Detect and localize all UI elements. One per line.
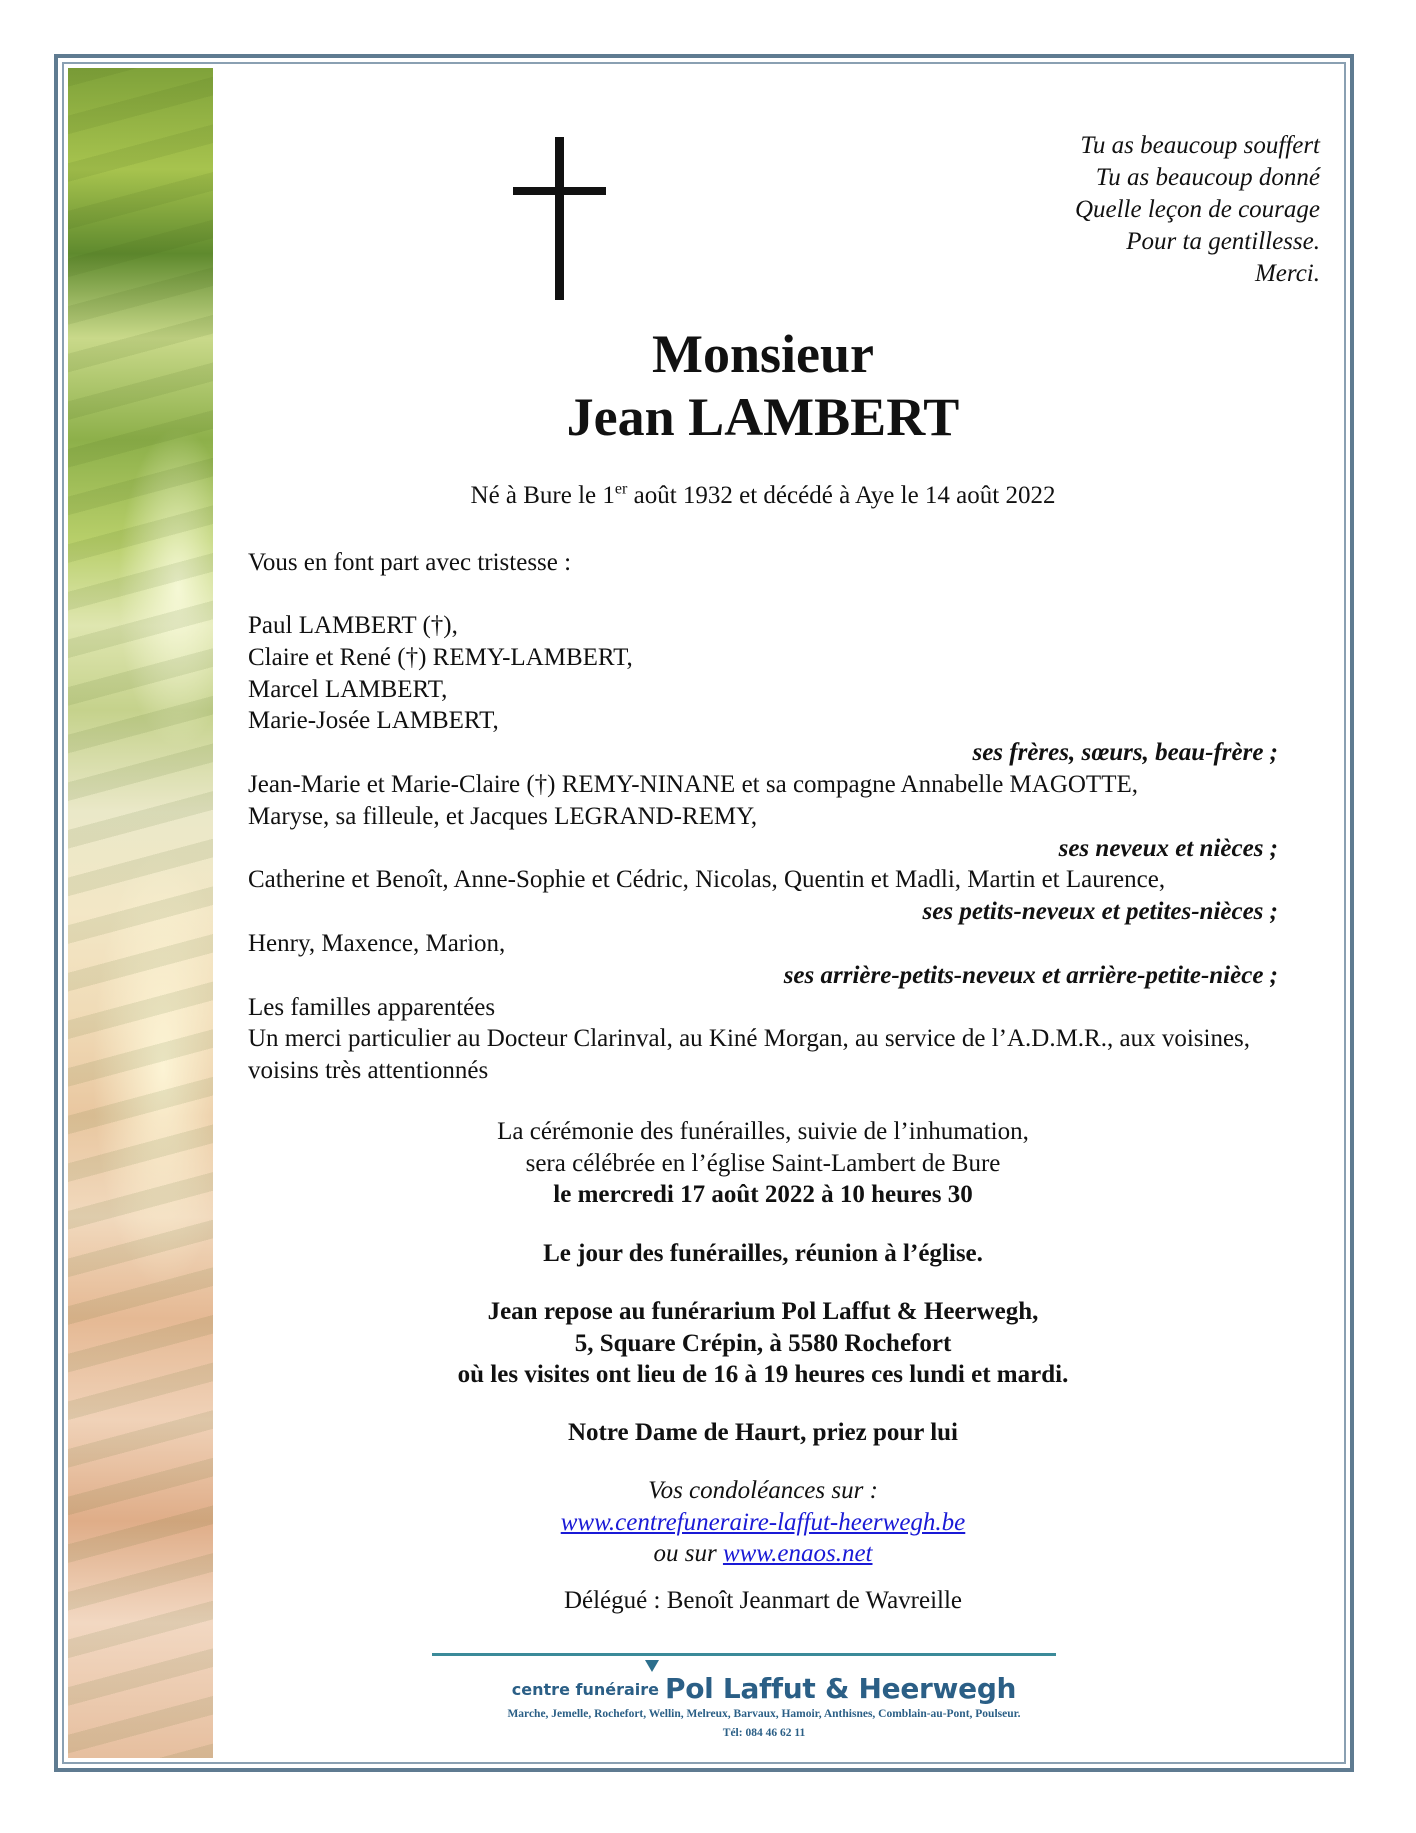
deceased-name (248, 323, 1278, 449)
meeting: Le jour des funérailles, réunion à l’église. (543, 1240, 983, 1267)
title-line2: Jean LAMBERT (566, 387, 960, 447)
dates-sup: er (614, 480, 628, 498)
list-item: Maryse, sa filleule, et Jacques LEGRAND-REMY, (248, 802, 758, 830)
poem-line: Pour ta gentillesse. (1126, 228, 1320, 255)
rest-line1: Jean repose au funérarium Pol Laffut & Heerwegh, (487, 1298, 1039, 1325)
list-item: Paul LAMBERT (†), (248, 612, 458, 639)
logo-tel: Tél: 084 46 62 11 (722, 1727, 806, 1739)
list-item: Marie-Josée LAMBERT, (248, 707, 499, 735)
list-item: Henry, Maxence, Marion, (248, 929, 506, 957)
poem-line: Quelle leçon de courage (1074, 196, 1320, 223)
logo-small: centre funéraire (511, 1680, 659, 1699)
relatives: Les familles apparentées (248, 993, 496, 1021)
intro-text: Vous en font part avec tristesse : (248, 549, 572, 576)
ceremony (248, 1116, 1278, 1211)
ceremony-datetime: le mercredi 17 août 2022 à 10 heures 30 (553, 1181, 973, 1208)
delegate: Délégué : Benoît Jeanmart de Wavreille (563, 1587, 963, 1614)
condolences-label: Vos condoléances sur : (648, 1477, 878, 1504)
ceremony-line2: sera célébrée en l’église Saint-Lambert de Bure (525, 1149, 1001, 1177)
poem-line: Tu as beaucoup donné (1095, 164, 1320, 191)
dates-before: Né à Bure le 1 (470, 482, 615, 509)
poem-line: Merci. (1254, 260, 1320, 287)
condolences-link-1[interactable]: www.centrefuneraire-laffut-heerwegh.be (560, 1508, 966, 1536)
dates-after: août 1932 et décédé à Aye le 14 août 2022 (627, 482, 1056, 509)
logo-rule (432, 1653, 1056, 1656)
rest-line2: 5, Square Crépin, à 5580 Rochefort (574, 1329, 952, 1357)
poem (900, 130, 1320, 290)
condolences-or: ou sur (653, 1540, 723, 1567)
rest-line3: où les visites ont lieu de 16 à 19 heures ces lundi et mardi. (457, 1361, 1069, 1388)
list-item: Claire et René (†) REMY-LAMBERT, (248, 643, 633, 671)
family-list (248, 610, 1278, 1087)
intro (248, 547, 1278, 579)
condolences (248, 1475, 1278, 1570)
condolences-link-2[interactable]: www.enaos.net (722, 1540, 873, 1567)
funeral-home-logo (300, 1672, 1228, 1705)
title-line1: Monsieur (652, 324, 874, 384)
forest-path-photo (68, 68, 213, 1758)
triangle-icon (645, 1660, 659, 1672)
logo-name: Pol Laffut & Heerwegh (665, 1672, 1017, 1705)
list-item: Jean-Marie et Marie-Claire (†) REMY-NINANE et sa compagne Annabelle MAGOTTE, (248, 770, 1138, 798)
ceremony-line1: La cérémonie des funérailles, suivie de l’inhumation, (497, 1118, 1029, 1145)
list-item: Catherine et Benoît, Anne-Sophie et Cédric, Nicolas, Quentin et Madli, Martin et Laurence, (248, 866, 1166, 894)
rest-place (248, 1296, 1278, 1391)
cross-icon (513, 137, 606, 300)
poem-line: Tu as beaucoup souffert (1080, 132, 1320, 159)
list-item: Marcel LAMBERT, (248, 675, 448, 703)
relation-label: ses frères, sœurs, beau-frère ; (972, 739, 1278, 767)
relation-label: ses neveux et nièces ; (1058, 834, 1278, 862)
relation-label: ses petits-neveux et petites-nièces ; (922, 898, 1278, 926)
prayer: Notre Dame de Haurt, priez pour lui (567, 1419, 958, 1446)
birth-death-dates (248, 480, 1278, 512)
logo-towns: Marche, Jemelle, Rochefort, Wellin, Melreux, Barvaux, Hamoir, Anthisnes, Comblain-au-Pont, Poulseur. (507, 1708, 1021, 1720)
thanks: Un merci particulier au Docteur Clarinval, au Kiné Morgan, au service de l’A.D.M.R., aux voisines, voisins très attentionnés (248, 1025, 1251, 1085)
relation-label: ses arrière-petits-neveux et arrière-petite-nièce ; (783, 961, 1278, 989)
